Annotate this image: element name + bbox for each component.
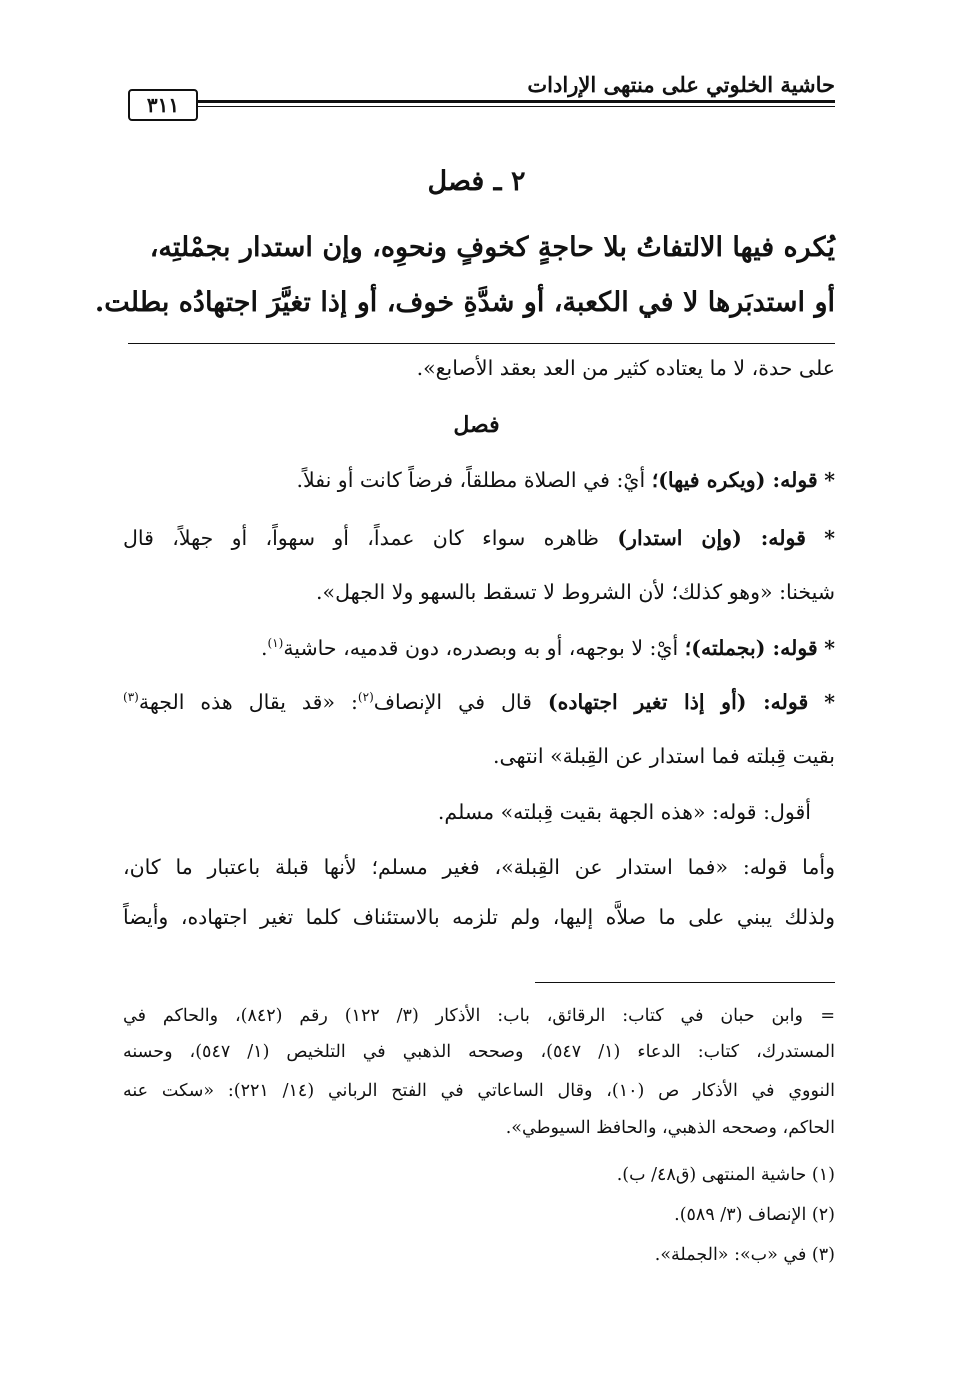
matn-line-1: يُكره فيها الالتفاتُ بلا حاجةٍ كخوفٍ ونحوِه، وإن استدار بجمْلتِه، <box>149 232 835 263</box>
header-rule-thin <box>198 106 835 107</box>
footnote-ref-1: (١) <box>267 636 284 651</box>
paragraph-text: ظاهره سواء كان عمداً، أو سهواً، أو جهلاً، قال <box>123 526 600 550</box>
footnote-3: (٣) في «ب»: «الجملة». <box>654 1245 835 1265</box>
commentary-paragraph-6: وأما قوله: «فما استدار عن القِبلة»، فغير مسلم؛ لأنها قبلة باعتبار ما كان، <box>123 855 835 879</box>
paragraph-text: قال في الإنصاف <box>373 690 532 714</box>
section-title: ٢ ـ فصل <box>427 166 526 197</box>
footnote-ref-3: (٣) <box>123 690 139 705</box>
commentary-paragraph-4 <box>123 690 835 714</box>
footnote-ref-2: (٢) <box>357 690 374 705</box>
footnote-separator <box>535 982 835 983</box>
commentary-paragraph-2 <box>123 526 835 550</box>
quote-keyword: قوله: (ويكره فيها)؛ <box>651 468 818 492</box>
commentary-paragraph-6-line-2: ولذلك يبني على ما صلاَّه إليها، ولم تلزمه بالاستئناف كلما تغير اجتهاده، وأيضاً <box>123 905 835 929</box>
paragraph-text: أيْ: في الصلاة مطلقاً، فرضاً كانت أو نفلاً. <box>296 468 646 492</box>
footnote-continuation-line-3: النووي في الأذكار ص (١٠)، وقال الساعاتي في الفتح الرباني (١٤/ ٢٢١): «سكت عنه <box>123 1081 835 1101</box>
commentary-line-1: على حدة، لا ما يعتاده كثير من العد بعقد الأصابع». <box>416 356 835 380</box>
commentary-subheading: فصل <box>453 412 500 438</box>
bullet-star: * <box>824 468 835 492</box>
quote-keyword: قوله: (وإن استدار) <box>617 526 806 550</box>
commentary-paragraph-5: أقول: قوله: «هذه الجهة بقيت قِبلته» مسلم. <box>437 800 811 824</box>
paragraph-text: أيْ: لا بوجهه، أو به وبصدره، دون قدميه، حاشية <box>283 636 679 660</box>
paragraph-end: . <box>260 636 268 660</box>
commentary-paragraph-2-line-2: شيخنا: «وهو كذلك؛ لأن الشروط لا تسقط بالسهو ولا الجهل». <box>316 580 835 604</box>
matn-separator <box>128 343 835 344</box>
quote-keyword: قوله: (بجملته)؛ <box>684 636 818 660</box>
running-title: حاشية الخلوتي على منتهى الإرادات <box>527 72 835 97</box>
footnote-continuation-line-2: المستدرك، كتاب: الدعاء (١/ ٥٤٧)، وصححه الذهبي في التلخيص (١/ ٥٤٧)، وحسنه <box>123 1042 835 1062</box>
matn-line-2: أو استدبَرها لا في الكعبة، أو شدَّةِ خوف، أو إذا تغيَّرَ اجتهادُه بطلت. <box>94 287 835 318</box>
commentary-paragraph-1 <box>296 468 835 492</box>
footnote-1: (١) حاشية المنتهى (ق٤٨/ ب). <box>616 1165 835 1185</box>
page-number: ٣١١ <box>128 89 198 121</box>
footnote-continuation-line-1: وابن حبان في كتاب: الرقائق، باب: الأذكار (٣/ ١٢٢) رقم (٨٤٢)، والحاكم في <box>123 1006 803 1026</box>
bullet-star: * <box>824 526 835 550</box>
commentary-paragraph-3 <box>261 636 835 660</box>
footnote-2: (٢) الإنصاف (٣/ ٥٨٩). <box>674 1205 835 1225</box>
footnote-continuation-marker: = <box>820 1006 835 1026</box>
paragraph-text-2: : «قد يقال هذه الجهة <box>138 690 358 714</box>
quote-keyword: قوله: (أو إذا تغير اجتهاده) <box>547 690 809 714</box>
footnote-continuation-line-4: الحاكم، وصححه الذهبي، والحافظ السيوطي». <box>505 1118 835 1138</box>
bullet-star: * <box>824 636 835 660</box>
header-rule <box>198 100 835 103</box>
bullet-star: * <box>824 690 835 714</box>
commentary-paragraph-4-line-2: بقيت قِبلته فما استدار عن القِبلة» انتهى. <box>492 744 835 768</box>
